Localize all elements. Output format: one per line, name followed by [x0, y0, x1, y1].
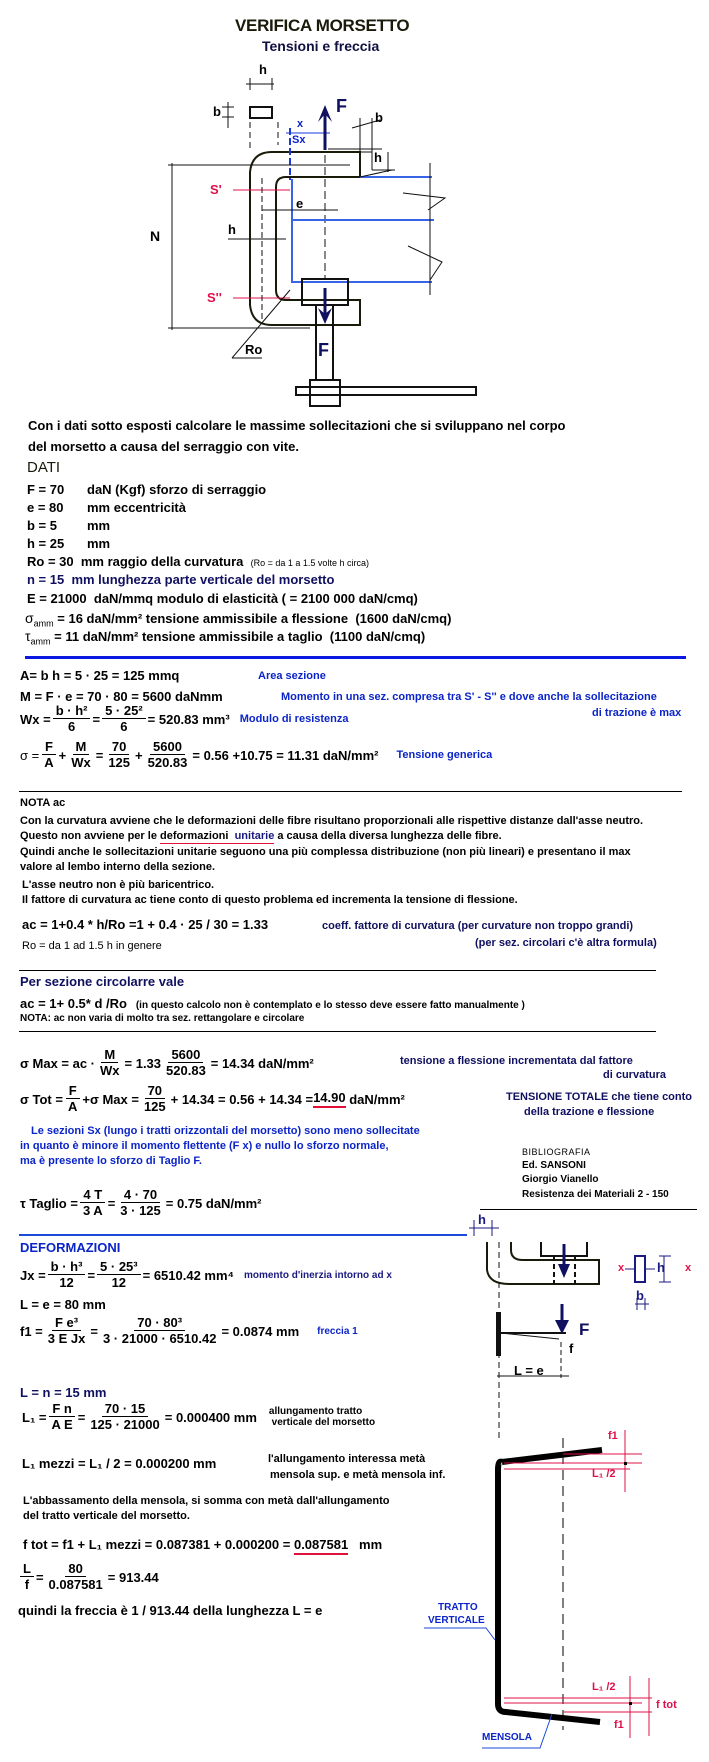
dati-item: b = 5 mm: [27, 518, 111, 533]
sigma-formula: σ = $\frac{F}{A}$ + $\frac{M}{Wx}$ = $\frac{70}{125}$ + $\frac{5600}{520.83}$ = 0.56 +10.75 = 11.31 daN/mm² Tensione generica: [20, 739, 493, 770]
deform-label-tratto-2: VERTICALE: [428, 1615, 485, 1626]
deform-label-tratto-1: TRATTO: [438, 1602, 478, 1613]
label-force-up: F: [336, 96, 347, 116]
deformazioni-heading: DEFORMAZIONI: [20, 1240, 121, 1255]
jx-formula: Jx = $\frac{\text{b · h³}}{12}$ = $\frac{\text{5 · 25³}}{12}$ = 6510.42 mm⁴ momento d'inerzia intorno ad x: [20, 1259, 392, 1290]
ftot-value: 0.087581: [294, 1537, 348, 1555]
circolare-heading: Per sezione circolarre vale: [20, 974, 185, 989]
sezioni-sx-1: Le sezioni Sx (lungo i tratti orizzontali del morsetto) sono meno sollecitate: [31, 1125, 420, 1137]
deform-label-l1-half-top: L₁ /2: [592, 1468, 616, 1480]
deform-label-ftot: f tot: [656, 1699, 677, 1711]
nota-ac-p2: Questo non avviene per le deformazioni unitarie a causa della diversa lunghezza delle fibre.: [20, 830, 502, 842]
bibliografia-line-2: Giorgio Vianello: [522, 1174, 599, 1185]
divider: [480, 1209, 697, 1210]
sigma-max-note-1: tensione a flessione incrementata dal fattore: [400, 1055, 633, 1067]
deform-label-mensola: MENSOLA: [482, 1732, 532, 1743]
moment-note-2: di trazione è max: [592, 707, 682, 719]
screw-handle-drawing: [0, 370, 709, 410]
dati-item: h = 25 mm: [27, 536, 111, 551]
ratio-formula: $\frac{L}{f}$ = $\frac{80}{0.087581}$ = 913.44: [18, 1562, 159, 1592]
sigma-tot-formula: σ Tot = $\frac{F}{A}$ +σ Max = $\frac{70}{125}$ + 14.34 = 0.56 + 14.34 = 14.90 daN/mm²: [20, 1083, 405, 1114]
bibliografia-line-3: Resistenza dei Materiali 2 - 150: [522, 1189, 669, 1200]
section-label-x-right: x: [685, 1262, 692, 1274]
nota-ac-p3: Quindi anche le sollecitazioni unitarie seguono una più complessa distribuzione (non più lineari) e presentano il max: [20, 846, 631, 858]
area-note: Area sezione: [258, 670, 326, 682]
f1-formula: f1 = $\frac{\text{F e³}}{\text{3 E Jx}}$ = $\frac{\text{70 · 80³}}{3 \cdot 21000 \cdot 6510.42}$ = 0.0874 mm freccia 1: [20, 1315, 358, 1346]
abbassamento-line-1: L'abbassamento della mensola, si somma con metà dall'allungamento: [23, 1495, 390, 1507]
sezioni-sx-2: in quanto è minore il momento flettente (F x) e nullo lo sforzo normale,: [20, 1140, 389, 1152]
area-formula: A= b h = 5 · 25 = 125 mmq: [20, 668, 180, 683]
dati-item: n = 15 mm lunghezza parte verticale del morsetto: [27, 572, 335, 587]
divider: [19, 1234, 467, 1236]
nota-ac-p1: Con la curvatura avviene che le deformazioni delle fibre risultano proporzionali alle rispettive distanze dall'asse neutro.: [20, 815, 644, 827]
label-section-s1: S': [210, 182, 222, 197]
dati-item: $\sigma_{amm} = 16$ daN/mm² tensione ammissibile a flessione (1600 daN/cmq): [25, 610, 452, 629]
ac-note-2: (per sez. circolari c'è altra formula): [475, 937, 657, 949]
bibliografia-line-1: Ed. SANSONI: [522, 1160, 586, 1171]
section-label-x-left: x: [618, 1262, 625, 1274]
circolare-nota: NOTA: ac non varia di molto tra sez. rettangolare e circolare: [20, 1013, 305, 1024]
dati-item: F = 70 daN (Kgf) sforzo di serraggio: [27, 482, 267, 497]
sigma-tot-note-2: della trazione e flessione: [524, 1106, 655, 1118]
sezioni-sx-3: ma è presente lo sforzo di Taglio F.: [20, 1155, 202, 1167]
label-force-down: F: [318, 340, 329, 360]
deform-label-f1-bot: f1: [614, 1719, 624, 1731]
l1-mezzi-note-1: l'allungamento interessa metà: [268, 1453, 426, 1465]
taglio-formula: τ Taglio = $\frac{4 T}{3 A}$ = $\frac{4 \cdot 70}{3 \cdot 125}$ = 0.75 daN/mm²: [20, 1187, 262, 1218]
label-b-left: b: [213, 104, 221, 119]
conclusion: quindi la freccia è 1 / 913.44 della lunghezza L = e: [18, 1603, 323, 1618]
ac-note-1: coeff. fattore di curvatura (per curvature non troppo grandi): [322, 920, 634, 932]
section-label-h: h: [478, 1212, 486, 1227]
label-h-mid: h: [228, 222, 236, 237]
sigma-tot-note-1: TENSIONE TOTALE che tiene conto: [506, 1091, 693, 1103]
nota-ac-p6: Il fattore di curvatura ac tiene conto di questo problema ed incrementa la tensione di flessione.: [22, 894, 518, 906]
circolare-formula-row: ac = 1+ 0.5* d /Ro (in questo calcolo non è contemplato e lo stesso deve essere fatto manualmente ): [20, 996, 525, 1011]
divider: [19, 1031, 656, 1032]
divider: [19, 791, 682, 792]
cantilever-label-f: F: [579, 1320, 590, 1339]
cantilever-label-small-f: f: [569, 1341, 574, 1356]
label-sx: Sx: [292, 134, 306, 146]
label-ro: Ro: [245, 342, 263, 357]
section-label-h-right: h: [657, 1260, 665, 1275]
dati-item: $\tau_{amm} = 11$ daN/mm² tensione ammissibile a taglio (1100 daN/cmq): [25, 628, 426, 647]
page-title: VERIFICA MORSETTO: [235, 16, 410, 35]
sigma-max-formula: σ Max = ac · $\frac{M}{Wx}$ = 1.33 $\frac{5600}{520.83}$ = 14.34 daN/mm²: [20, 1047, 314, 1078]
sigma-tot-value: 14.90: [313, 1090, 346, 1108]
l-equals-e: L = e = 80 mm: [20, 1297, 106, 1312]
intro-line-1: Con i dati sotto esposti calcolare le massime sollecitazioni che si sviluppano nel corpo: [28, 418, 566, 433]
dati-item: E = 21000 daN/mmq modulo di elasticità ( = 2100 000 daN/cmq): [27, 591, 418, 606]
clamp-drawing: [0, 0, 709, 380]
abbassamento-line-2: del tratto verticale del morsetto.: [23, 1510, 190, 1522]
l-equals-n: L = n = 15 mm: [20, 1385, 107, 1400]
l1-formula: L₁ = $\frac{\text{F n}}{\text{A E}}$ = $\frac{70 \cdot 15}{125 \cdot 21000}$ = 0.000400 mm allungamento tratto verticale del morsetto: [22, 1401, 376, 1432]
label-h-right: h: [374, 150, 382, 165]
dati-heading: DATI: [27, 459, 61, 476]
divider: [25, 656, 686, 659]
nota-ac-heading: NOTA ac: [20, 797, 66, 809]
label-n: N: [150, 228, 161, 244]
ac-formula: ac = 1+0.4 * h/Ro =1 + 0.4 · 25 / 30 = 1.33: [22, 917, 269, 932]
section-label-b: b: [636, 1288, 644, 1303]
label-x: x: [297, 118, 304, 130]
label-h-top: h: [259, 62, 267, 77]
bibliografia-heading: BIBLIOGRAFIA: [522, 1147, 591, 1157]
wx-formula: Wx = $\frac{\text{b · h²}}{6}$ = $\frac{\text{5 · 25²}}{6}$ = 520.83 mm³ Modulo di resistenza: [20, 703, 349, 734]
sigma-max-note-2: di curvatura: [603, 1069, 666, 1081]
deform-label-f1-top: f1: [608, 1430, 618, 1442]
deform-label-l1-half-bot: L₁ /2: [592, 1681, 616, 1693]
ro-note: Ro = da 1 ad 1.5 h in genere: [22, 940, 162, 952]
page-subtitle: Tensioni e freccia: [262, 38, 380, 54]
dati-item: e = 80 mm eccentricità: [27, 500, 186, 515]
label-e: e: [296, 196, 304, 211]
intro-line-2: del morsetto a causa del serraggio con vite.: [28, 439, 299, 454]
ftot-formula: f tot = f1 + L₁ mezzi = 0.087381 + 0.000200 = 0.087581 mm: [23, 1537, 382, 1552]
label-b-right: b: [375, 110, 383, 125]
label-section-s2: S'': [207, 290, 222, 305]
moment-note-1: Momento in una sez. compresa tra S' - S'' e dove anche la sollecitazione: [281, 691, 657, 703]
divider: [19, 970, 656, 971]
l1-mezzi-note-2: mensola sup. e metà mensola inf.: [270, 1469, 446, 1481]
moment-formula: M = F · e = 70 · 80 = 5600 daNmm: [20, 689, 223, 704]
nota-ac-p4: valore al lembo interno della sezione.: [20, 861, 216, 873]
dati-item: Ro = 30 mm raggio della curvatura (Ro = da 1 a 1.5 volte h circa): [27, 554, 369, 569]
nota-ac-p5: L'asse neutro non è più baricentrico.: [22, 879, 215, 891]
cantilever-label-l-e: L = e: [514, 1363, 544, 1378]
l1-mezzi-formula: L₁ mezzi = L₁ / 2 = 0.000200 mm: [22, 1456, 217, 1471]
